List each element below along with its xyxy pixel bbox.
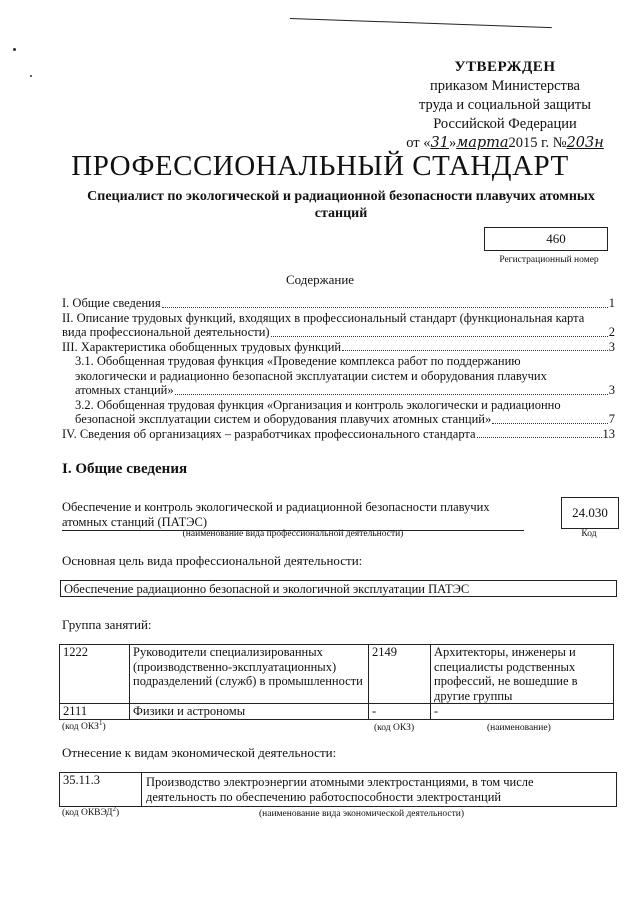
approval-line-2: труда и социальной защиты	[419, 97, 591, 113]
table-cell: Руководители специализированных (производственно-эксплуатационных) подразделений (служб) в промышленности	[130, 645, 369, 704]
table-cell: Архитекторы, инженеры и специалисты родственных профессий, не вошедшие в другие группы	[431, 645, 614, 704]
toc-item[interactable]	[62, 296, 615, 311]
table-cell: 1222	[60, 645, 130, 704]
page-title: ПРОФЕССИОНАЛЬНЫЙ СТАНДАРТ	[71, 150, 569, 182]
activity-name: Обеспечение и контроль экологической и радиационной безопасности плавучих атомных станций (ПАТЭС)	[62, 500, 524, 531]
okved-name: Производство электроэнергии атомными электростанциями, в том числе деятельность по обеспечению работоспособности электростанций	[146, 775, 534, 804]
occupations-table	[59, 644, 614, 720]
okved-code: 35.11.3	[60, 773, 142, 806]
toc-item[interactable]	[62, 311, 615, 340]
scan-line	[290, 18, 552, 28]
toc-item[interactable]	[62, 340, 615, 355]
registration-caption: Регистрационный номер	[499, 255, 599, 265]
date-prefix: от «	[406, 135, 431, 151]
approval-title: УТВЕРЖДЕН	[454, 59, 556, 75]
toc-item-text: атомных станций»	[75, 383, 174, 397]
date-year: 2015 г. №	[508, 135, 567, 151]
toc-item-text: 3.2. Обобщенная трудовая функция «Организация и контроль экологически и радиационно	[75, 397, 561, 412]
toc-item-text: экологически и радиационно безопасной эксплуатации систем и оборудования плавучих	[75, 368, 547, 383]
table-cell: 2149	[369, 645, 431, 704]
toc-item-page: 13	[602, 426, 615, 441]
activity-code: 24.030	[561, 497, 619, 529]
toc-item[interactable]	[62, 354, 615, 398]
table-cell: -	[369, 704, 431, 720]
standard-name: Специалист по экологической и радиационной безопасности плавучих атомных станций	[87, 189, 595, 221]
okved-name-caption: (наименование вида экономической деятельности)	[259, 809, 464, 819]
okz-caption: (код ОКЗ$^1$)	[62, 719, 106, 733]
scan-speck	[13, 48, 16, 51]
scan-speck	[30, 75, 32, 77]
approval-line-3: Российской Федерации	[433, 116, 577, 132]
toc-item-page: 1	[608, 296, 615, 310]
toc-item-page: 2	[608, 325, 615, 339]
toc-item-text: I. Общие сведения	[62, 296, 161, 310]
table-row	[60, 704, 614, 720]
table-cell: Физики и астрономы	[130, 704, 369, 720]
order-number: 203н	[566, 135, 604, 151]
goal-label: Основная цель вида профессиональной деятельности:	[62, 553, 363, 568]
activity-caption: (наименование вида профессиональной деятельности)	[182, 529, 404, 539]
toc-item-page: 3	[608, 339, 615, 354]
approval-block	[380, 58, 630, 153]
section-heading: I. Общие сведения	[62, 461, 188, 477]
toc-item-text: III. Характеристика обобщенных трудовых функций	[62, 339, 342, 354]
code-caption: Код	[581, 529, 597, 539]
toc-item-text: 3.1. Обобщенная трудовая функция «Проведение комплекса работ по поддержанию	[75, 354, 521, 368]
registration-number: 460	[546, 231, 566, 246]
toc-item-page: 3	[608, 383, 615, 397]
table-row	[60, 645, 614, 704]
toc-item-page: 7	[608, 412, 615, 426]
okved-table	[59, 772, 617, 807]
name-caption: (наименование)	[487, 723, 551, 733]
table-cell: 2111	[60, 704, 130, 720]
toc-item-text: вида профессиональной деятельности)	[62, 325, 270, 339]
date-sep: »	[448, 135, 457, 151]
approval-line-1: приказом Министерства	[430, 78, 580, 94]
toc-item[interactable]	[62, 427, 615, 442]
toc-heading: Содержание	[285, 272, 355, 287]
toc-item-text: IV. Сведения об организациях – разработчиках профессионального стандарта	[62, 426, 476, 441]
toc-item[interactable]	[62, 398, 615, 427]
date-day: 31	[430, 135, 449, 151]
table-cell: -	[431, 704, 614, 720]
toc-item-text: безопасной эксплуатации систем и оборудования плавучих атомных станций»	[75, 412, 492, 426]
table-of-contents	[62, 296, 615, 441]
registration-number-box	[484, 227, 608, 251]
goal-field: Обеспечение радиационно безопасной и экологичной эксплуатации ПАТЭС	[60, 580, 617, 597]
okz-caption-2: (код ОКЗ)	[374, 723, 415, 733]
date-month: марта	[456, 135, 509, 151]
group-label: Группа занятий:	[62, 617, 152, 632]
okved-caption: (код ОКВЭД$^2$)	[62, 805, 120, 819]
toc-item-text: II. Описание трудовых функций, входящих в профессиональный стандарт (функциональная карта	[62, 310, 585, 325]
econ-label: Отнесение к видам экономической деятельности:	[62, 745, 337, 760]
